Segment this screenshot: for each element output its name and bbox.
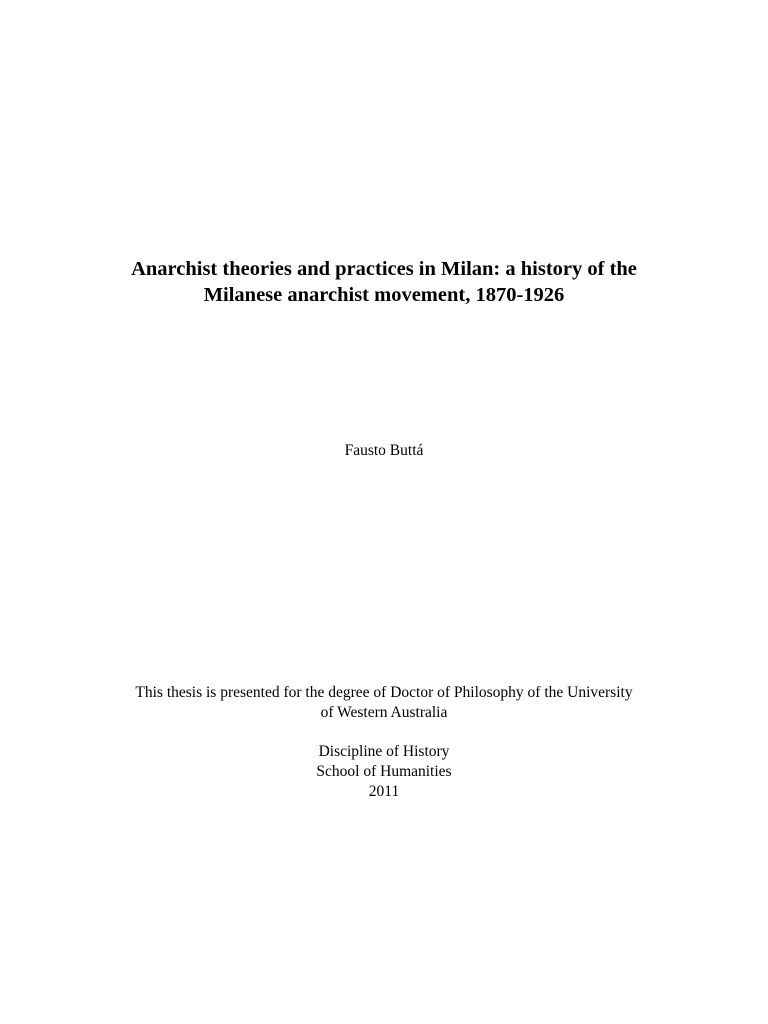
thesis-title — [60, 256, 708, 308]
thesis-title-line-1: Anarchist theories and practices in Milan: a history of the — [131, 258, 637, 280]
school: School of Humanities — [316, 763, 452, 780]
degree-statement — [60, 683, 708, 723]
affiliation-block — [0, 742, 768, 802]
degree-statement-line-1: This thesis is presented for the degree of Doctor of Philosophy of the University — [135, 684, 633, 701]
year: 2011 — [368, 783, 400, 800]
author-name: Fausto Buttá — [344, 442, 424, 459]
discipline: Discipline of History — [318, 743, 450, 760]
thesis-title-line-2: Milanese anarchist movement, 1870-1926 — [203, 284, 565, 306]
degree-statement-line-2: of Western Australia — [320, 704, 448, 721]
